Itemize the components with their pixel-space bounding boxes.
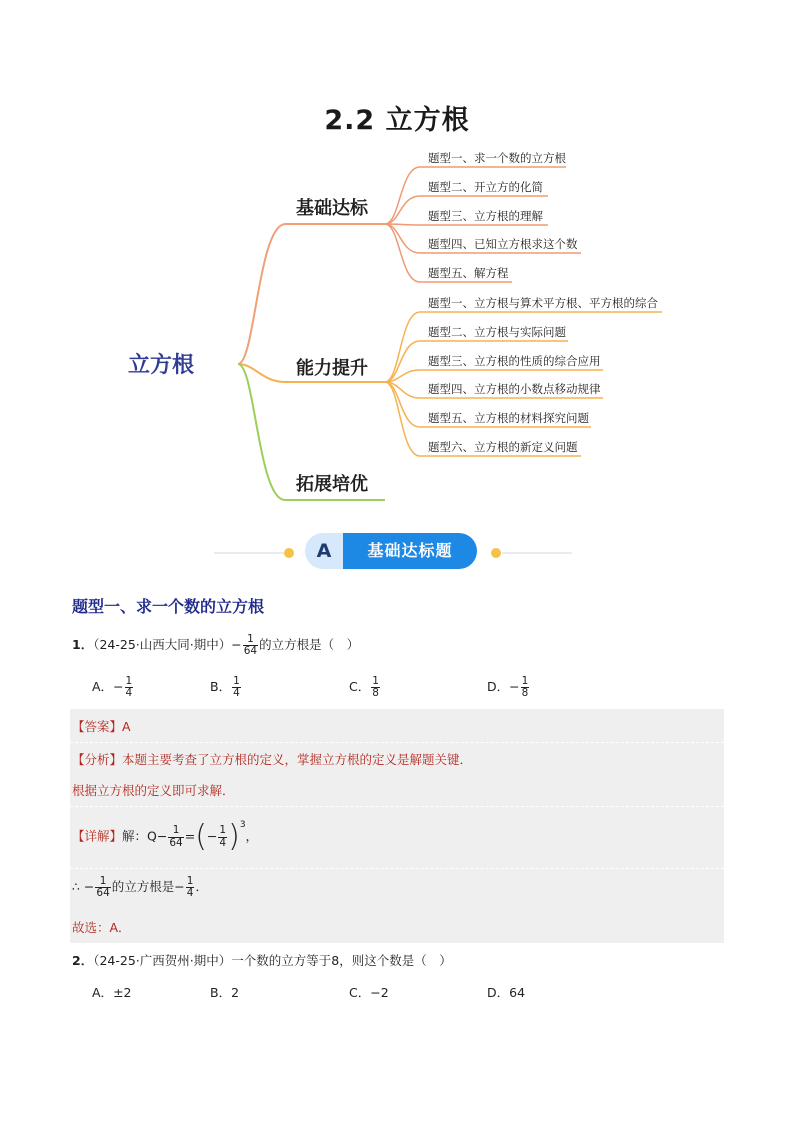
option-value: 2 [231, 985, 240, 1000]
option-sign: − [113, 679, 124, 695]
option-b [210, 983, 239, 1001]
analysis-tag: 【分析】 [72, 752, 123, 767]
leaf-basic-2: 题型二、开立方的化简 [428, 180, 543, 194]
answer-line [72, 717, 131, 735]
choice-line: 故选：A． [72, 920, 131, 935]
fraction-numerator: 1 [521, 675, 529, 687]
detail-prefix: 解：Q− [122, 828, 168, 844]
detail-tag: 【详解】 [72, 828, 123, 844]
question-text: 一个数的立方等于8，则这个数是（ ） [231, 953, 452, 968]
option-label: C． [349, 985, 371, 1000]
option-label: B． [210, 679, 232, 695]
question-number: 2． [72, 953, 94, 968]
leaf-basic-5: 题型五、解方程 [428, 266, 509, 280]
answer-tag: 【答案】 [72, 719, 123, 734]
fraction-numerator: 1 [95, 876, 110, 888]
leaf-ability-6: 题型六、立方根的新定义问题 [428, 440, 578, 454]
analysis-line [72, 750, 472, 768]
fraction-denominator: 64 [169, 836, 183, 849]
leaf-ability-5: 题型五、立方根的材料探究问题 [428, 411, 589, 425]
fraction [168, 825, 183, 848]
fraction-denominator: 4 [219, 836, 227, 849]
fraction-denominator: 64 [243, 645, 258, 658]
option-a [92, 983, 132, 1001]
question-number: 1． [72, 637, 94, 653]
fraction-denominator: 8 [521, 687, 529, 700]
fraction-denominator: 4 [125, 687, 133, 700]
minus-sign: − [206, 828, 218, 844]
divider [70, 742, 724, 743]
question-source: （24-25·广西贺州·期中） [93, 953, 232, 968]
banner-label: 基础达标题 [343, 533, 477, 569]
fraction-numerator: 1 [219, 824, 227, 837]
fraction-numerator: 1 [168, 825, 183, 837]
leaf-ability-2: 题型二、立方根与实际问题 [428, 325, 566, 339]
period: ． [195, 879, 208, 895]
fraction-denominator: 8 [372, 687, 379, 700]
option-d [487, 983, 525, 1001]
option-label: D． [487, 679, 510, 695]
option-sign: − [509, 679, 520, 695]
question-text: 的立方根是（ ） [259, 637, 360, 653]
section-banner [305, 533, 477, 569]
branch-basic: 基础达标 [296, 198, 368, 219]
fraction-denominator: 4 [186, 887, 194, 900]
fraction [243, 634, 258, 657]
leaf-basic-1: 题型一、求一个数的立方根 [428, 151, 566, 165]
fraction [125, 676, 134, 699]
fraction [521, 676, 530, 699]
option-value: ±2 [113, 985, 132, 1000]
option-b [210, 676, 242, 699]
question-source: （24-25·山西大同·期中） [93, 637, 232, 653]
answer-value: A [122, 719, 131, 734]
fraction [218, 825, 227, 848]
minus-sign: − [231, 637, 242, 653]
exponent: 3 [239, 819, 246, 830]
therefore-mid: 的立方根是− [111, 879, 185, 895]
option-value: 64 [509, 985, 526, 1000]
option-value: −2 [370, 985, 389, 1000]
leaf-ability-4: 题型四、立方根的小数点移动规律 [428, 382, 601, 396]
detail-line [72, 819, 259, 854]
option-a [92, 676, 134, 699]
question-2 [72, 951, 452, 969]
fraction [232, 676, 241, 699]
section-heading: 题型一、求一个数的立方根 [72, 597, 265, 616]
page-title: 2.2 立方根 [324, 105, 470, 136]
comma: ， [245, 828, 259, 844]
fraction-denominator: 64 [96, 887, 110, 900]
option-label: D． [487, 985, 510, 1000]
mindmap-connectors [0, 0, 794, 520]
option-c [349, 983, 389, 1001]
mindmap-root: 立方根 [128, 353, 195, 378]
fraction [371, 676, 380, 699]
fraction-numerator: 1 [372, 675, 379, 687]
leaf-basic-3: 题型三、立方根的理解 [428, 209, 543, 223]
option-label: B． [210, 985, 232, 1000]
therefore-prefix: ∴ − [72, 879, 95, 895]
equals-sign: = [184, 828, 196, 844]
fraction-numerator: 1 [125, 675, 133, 687]
fraction-numerator: 1 [186, 875, 194, 887]
leaf-basic-4: 题型四、已知立方根求这个数 [428, 237, 578, 251]
left-paren: ( [195, 819, 207, 854]
fraction [186, 876, 195, 899]
right-paren: ) [228, 819, 240, 854]
leaf-ability-1: 题型一、立方根与算术平方根、平方根的综合 [428, 296, 658, 310]
fraction-numerator: 1 [243, 634, 258, 646]
divider [70, 806, 724, 807]
leaf-ability-3: 题型三、立方根的性质的综合应用 [428, 354, 601, 368]
option-d [487, 676, 530, 699]
option-label: A． [92, 985, 114, 1000]
branch-ability: 能力提升 [296, 358, 368, 379]
question-1 [72, 634, 359, 657]
option-label: C． [349, 679, 371, 695]
banner-letter: A [305, 533, 343, 569]
option-c [349, 676, 381, 699]
analysis-text: 本题主要考查了立方根的定义，掌握立方根的定义是解题关键． [122, 752, 473, 767]
fraction [95, 876, 110, 899]
fraction-numerator: 1 [233, 675, 240, 687]
divider [70, 868, 724, 869]
analysis-line-2: 根据立方根的定义即可求解． [72, 783, 235, 798]
fraction-denominator: 4 [233, 687, 240, 700]
branch-extension: 拓展培优 [296, 474, 368, 495]
option-label: A． [92, 679, 114, 695]
therefore-line [72, 876, 208, 899]
